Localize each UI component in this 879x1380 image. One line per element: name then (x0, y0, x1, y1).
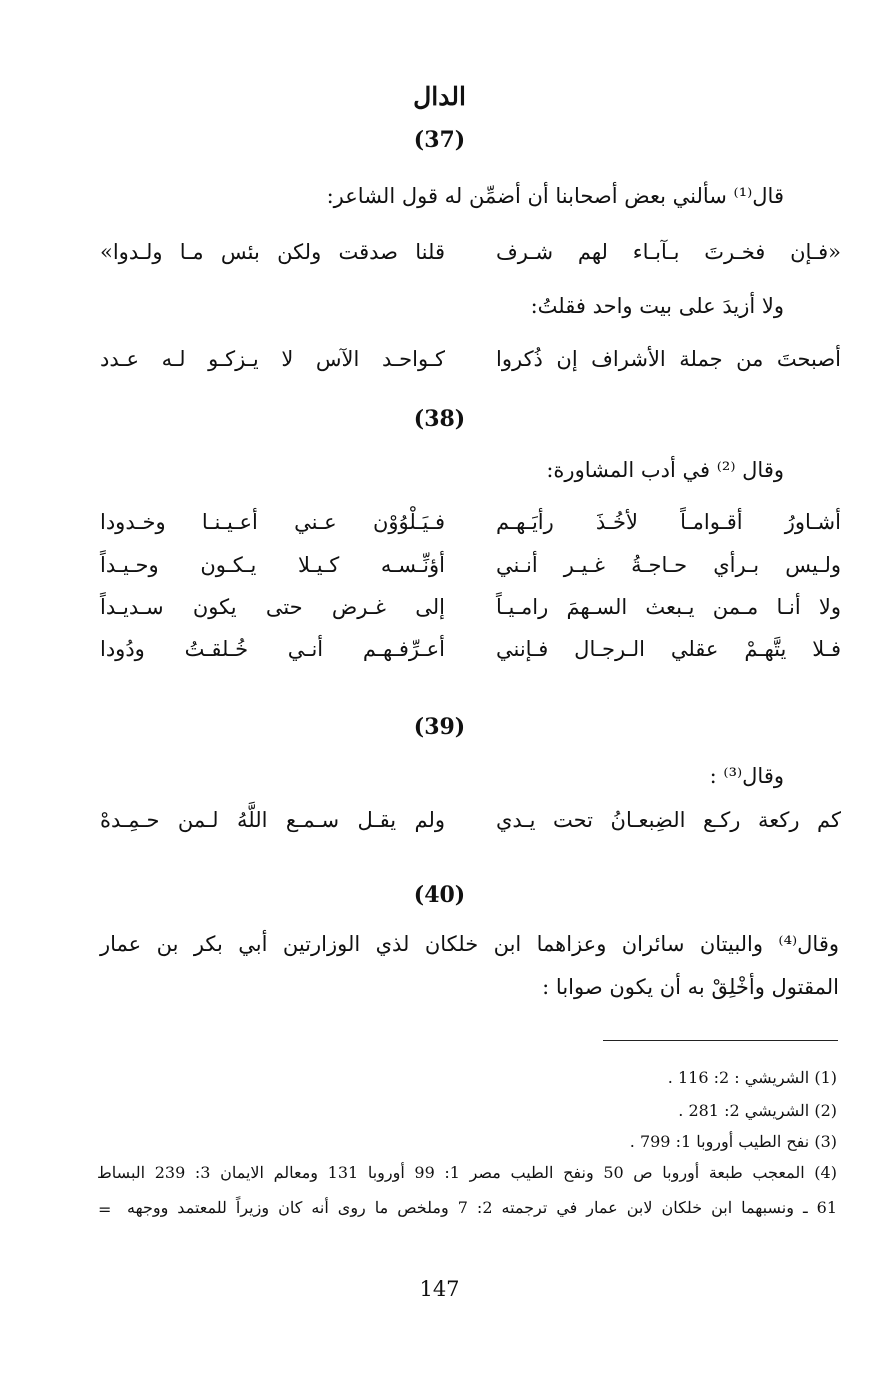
verse-38-4-first: فـلا يتَّهـمْ عقلي الـرجـال فـإنني (496, 637, 841, 661)
continuation-mark: = (98, 1200, 112, 1219)
section-39-intro: وقال⁽³⁾ : (709, 764, 784, 788)
verse-38-1-second: فـيَـلْوُوْن عـني أعـيـنـا وخـدودا (100, 510, 445, 534)
verse-38-3-first: ولا أنـا مـمن يـبعث السـهمَ رامـيـاً (496, 595, 841, 619)
footnote-4-line2: 61 ـ ونسبهما ابن خلكان لابن عمار في ترجمته 2: 7 وملخص ما روى أنه كان وزيراً للمعتمد ووجهه (127, 1198, 837, 1217)
section-number-40: (40) (413, 882, 466, 908)
section-number-38: (38) (413, 406, 466, 432)
verse-38-1-first: أشـاورُ أقـوامـاً لأخُـذَ رأيَـهـم (496, 510, 841, 534)
section-number-37: (37) (413, 127, 466, 153)
verse-38-2-second: أؤنِّـسـه كـيـلا يـكـون وحـيـداً (100, 553, 445, 577)
footnote-2: (2) الشريشي 2: 281 . (678, 1101, 837, 1120)
section-38-intro: وقال ⁽²⁾ في أدب المشاورة: (546, 458, 784, 482)
footnote-divider (603, 1040, 838, 1041)
verse-39-first: كم ركعة ركـع الضِبعـانُ تحت يـدي (496, 808, 841, 832)
verse-37-2-first: أصبحتَ من جملة الأشراف إن ذُكروا (496, 347, 841, 371)
section-37-intro: قال⁽¹⁾ سألني بعض أصحابنا أن أضمِّن له قول الشاعر: (326, 184, 784, 208)
verse-37-1-second: قلنا صدقت ولكن بئس مـا ولـدوا» (100, 240, 445, 264)
verse-37-2-second: كـواحـد الآس لا يـزكـو لـه عـدد (100, 347, 445, 371)
verse-39-second: ولم يقـل سـمـع اللَّهُ لـمن حـمِـدهْ (100, 808, 445, 832)
page-number: 147 (419, 1277, 460, 1301)
section-40-line2: المقتول وأخْلِقْ به أن يكون صوابا : (542, 975, 839, 999)
verse-38-4-second: أعـرِّفـهـم أنـي خُـلقـتُ ودُودا (100, 637, 445, 661)
footnote-3: (3) نفح الطيب أوروبا 1: 799 . (629, 1132, 837, 1151)
chapter-title: الدال (413, 82, 466, 111)
section-37-middle: ولا أزيدَ على بيت واحد فقلتُ: (530, 294, 784, 318)
section-number-39: (39) (413, 714, 466, 740)
verse-38-3-second: إلى غـرض حتى يكون سـديـداً (100, 595, 445, 619)
footnote-1: (1) الشريشي : 2: 116 . (667, 1068, 837, 1087)
footnote-4-line1: (4) المعجب طبعة أوروبا ص 50 ونفح الطيب مصر 1: 99 أوروبا 131 ومعالم الايمان 3: 239 البساط (97, 1163, 837, 1182)
verse-38-2-first: ولـيس بـرأي حـاجـةُ غـيـر أنـني (496, 553, 841, 577)
section-40-line1: وقال⁽⁴⁾ والبيتان سائران وعزاهما ابن خلكان لذي الوزارتين أبي بكر بن عمار (100, 932, 839, 956)
verse-37-1-first: «فـإن فخـرتَ بـآبـاء لهم شـرف (496, 240, 841, 264)
